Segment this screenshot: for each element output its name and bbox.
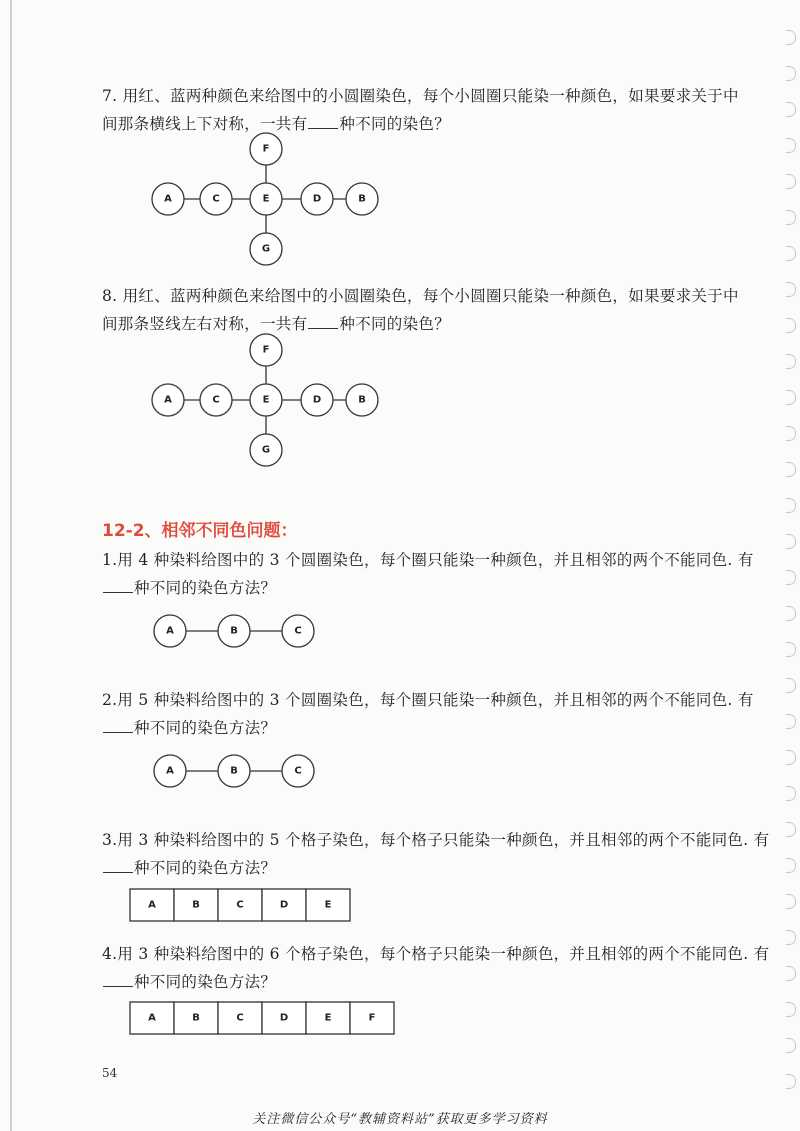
grid-cell-label-b: B <box>192 899 200 911</box>
section-title: 12-2、相邻不同色问题： <box>102 521 298 541</box>
question-text: 用 4 种染料给图中的 3 个圆圈染色，每个圈只能染一种颜色，并且相邻的两个不能同色. 有 <box>117 551 754 569</box>
question-number: 1. <box>102 551 118 569</box>
question-number: 7. <box>102 87 118 105</box>
question-text-line2: 间那条横线上下对称，一共有 <box>102 115 308 133</box>
circle-label-d: D <box>312 394 322 406</box>
circle-label-c: C <box>212 394 220 406</box>
grid-cell-label-e: E <box>324 899 332 911</box>
question-text: 用 5 种染料给图中的 3 个圆圈染色，每个圈只能染一种颜色，并且相邻的两个不能同色. 有 <box>117 691 754 709</box>
circle-label-a: A <box>164 394 172 406</box>
circle-label-b: B <box>230 625 238 637</box>
circle-label-a: A <box>166 765 174 777</box>
grid-cell-label-d: D <box>279 1012 289 1024</box>
circle-label-c: C <box>294 765 302 777</box>
circle-label-e: E <box>262 394 270 406</box>
circle-label-c: C <box>212 193 220 205</box>
grid-cell-label-a: A <box>148 1012 156 1024</box>
question-number: 2. <box>102 691 118 709</box>
question-text: 用红、蓝两种颜色来给图中的小圆圈染色，每个小圆圈只能染一种颜色，如果要求关于中 <box>122 287 739 305</box>
circle-label-f: F <box>262 344 270 356</box>
question-text: 用 3 种染料给图中的 6 个格子染色，每个格子只能染一种颜色，并且相邻的两个不能同色. 有 <box>117 945 770 963</box>
circle-label-b: B <box>358 394 366 406</box>
question-text-tail: 种不同的染色？ <box>339 115 451 133</box>
question-text: 用红、蓝两种颜色来给图中的小圆圈染色，每个小圆圈只能染一种颜色，如果要求关于中 <box>122 87 739 105</box>
circle-label-a: A <box>164 193 172 205</box>
question-text-tail: 种不同的染色方法？ <box>134 579 277 597</box>
question-text-tail: 种不同的染色方法？ <box>134 859 277 877</box>
circle-label-d: D <box>312 193 322 205</box>
question-text-tail: 种不同的染色方法？ <box>134 973 277 991</box>
grid-cell-label-b: B <box>192 1012 200 1024</box>
question-text: 用 3 种染料给图中的 5 个格子染色，每个格子只能染一种颜色，并且相邻的两个不能同色. 有 <box>117 831 770 849</box>
page-number: 54 <box>102 1066 118 1080</box>
grid-cell-label-f: F <box>368 1012 376 1024</box>
circle-label-g: G <box>261 243 271 255</box>
footer-note: 关注微信公众号“教辅资料站”获取更多学习资料 <box>252 1112 548 1127</box>
question-text-line2: 间那条竖线左右对称，一共有 <box>102 315 308 333</box>
question-text-tail: 种不同的染色方法？ <box>134 719 277 737</box>
circle-label-e: E <box>262 193 270 205</box>
grid-cell-label-c: C <box>236 899 244 911</box>
question-number: 8. <box>102 287 118 305</box>
circle-label-b: B <box>230 765 238 777</box>
circle-label-g: G <box>261 444 271 456</box>
question-number: 4. <box>102 945 118 963</box>
question-number: 3. <box>102 831 118 849</box>
grid-cell-label-a: A <box>148 899 156 911</box>
grid-cell-label-e: E <box>324 1012 332 1024</box>
question-text-tail: 种不同的染色？ <box>339 315 451 333</box>
circle-label-f: F <box>262 143 270 155</box>
circle-label-a: A <box>166 625 174 637</box>
circle-label-b: B <box>358 193 366 205</box>
grid-cell-label-c: C <box>236 1012 244 1024</box>
grid-cell-label-d: D <box>279 899 289 911</box>
circle-label-c: C <box>294 625 302 637</box>
